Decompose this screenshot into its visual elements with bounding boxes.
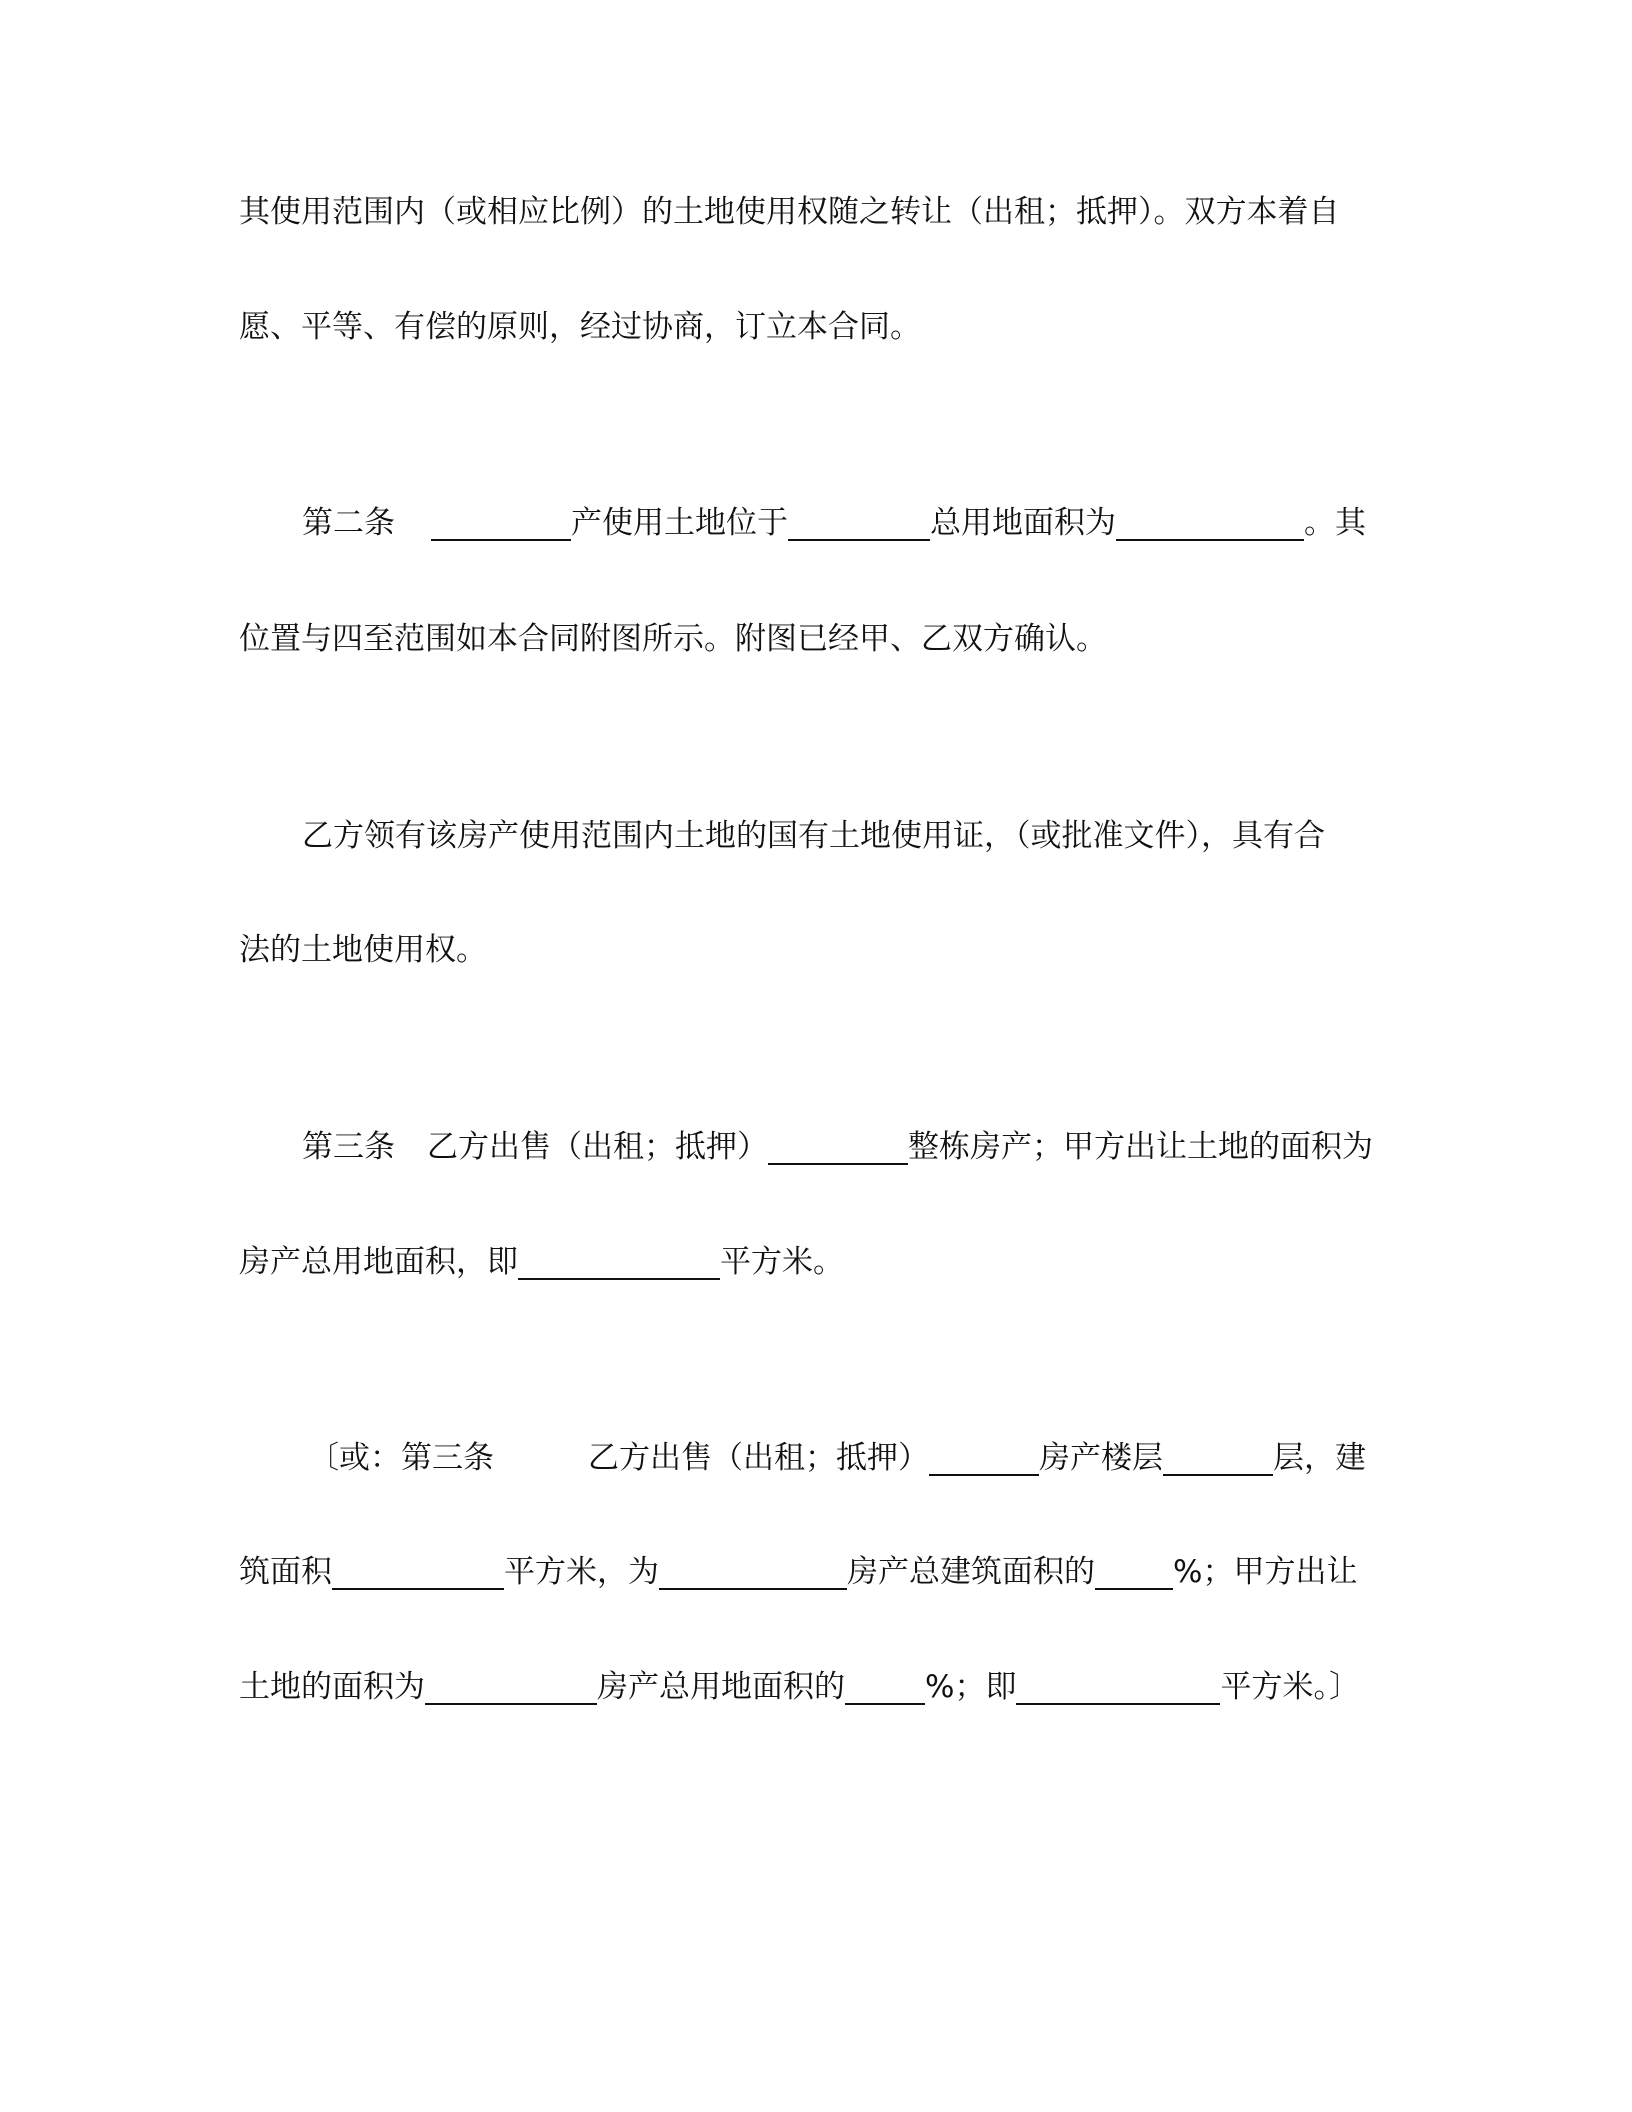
- blank-field[interactable]: [518, 1244, 720, 1280]
- article-2-line-2: [239, 614, 1379, 664]
- blank-field[interactable]: [845, 1669, 925, 1705]
- article-number: 第二条: [302, 505, 395, 541]
- blank-field[interactable]: [1116, 505, 1304, 541]
- alt-article-3-line-2: [239, 1547, 1379, 1597]
- article-number: 第三条: [302, 1129, 395, 1165]
- paragraph-1-line-2: [239, 302, 1379, 352]
- blank-field[interactable]: [1095, 1554, 1173, 1590]
- alt-article-3-line-1: [308, 1433, 1379, 1483]
- text: 愿、平等、有偿的原则，经过协商，订立本合同。: [239, 309, 921, 345]
- paragraph-1-line-1: [239, 187, 1379, 237]
- text: %；甲方出让: [1173, 1554, 1358, 1590]
- article-3-line-1: [302, 1122, 1379, 1172]
- article-2-line-1: [302, 498, 1379, 548]
- text: 层，建: [1273, 1440, 1366, 1476]
- alt-article-3-line-3: [239, 1662, 1379, 1712]
- blank-field[interactable]: [425, 1669, 597, 1705]
- text: 筑面积: [239, 1554, 332, 1590]
- text: 平方米，为: [504, 1554, 659, 1590]
- text: 房产楼层: [1039, 1440, 1163, 1476]
- text: 房产总建筑面积的: [847, 1554, 1095, 1590]
- blank-field[interactable]: [929, 1440, 1039, 1476]
- text: 乙方出售（出租；抵押）: [427, 1129, 768, 1165]
- text: 整栋房产；甲方出让土地的面积为: [908, 1129, 1373, 1165]
- text: 法的土地使用权。: [239, 932, 487, 968]
- text: 产使用土地位于: [571, 505, 788, 541]
- article-3-line-2: [239, 1237, 1379, 1287]
- paragraph-3-line-1: [302, 811, 1379, 861]
- text: 其使用范围内（或相应比例）的土地使用权随之转让（出租；抵押）。双方本着自: [239, 194, 1340, 230]
- text: 房产总用地面积，即: [239, 1244, 518, 1280]
- text: 总用地面积为: [930, 505, 1116, 541]
- blank-field[interactable]: [659, 1554, 847, 1590]
- text: 乙方出售（出租；抵押）: [588, 1440, 929, 1476]
- blank-field[interactable]: [431, 505, 571, 541]
- text: 房产总用地面积的: [597, 1669, 845, 1705]
- text: 平方米。〕: [1220, 1669, 1360, 1705]
- blank-field[interactable]: [1016, 1669, 1220, 1705]
- blank-field[interactable]: [1163, 1440, 1273, 1476]
- text: 土地的面积为: [239, 1669, 425, 1705]
- text: 。其: [1304, 505, 1366, 541]
- text: %；即: [925, 1669, 1017, 1705]
- paragraph-3-line-2: [239, 925, 1379, 975]
- blank-field[interactable]: [788, 505, 930, 541]
- alt-article-number: 〔或：第三条: [308, 1440, 494, 1476]
- blank-field[interactable]: [768, 1129, 908, 1165]
- blank-field[interactable]: [332, 1554, 504, 1590]
- text: 位置与四至范围如本合同附图所示。附图已经甲、乙双方确认。: [239, 621, 1107, 657]
- text: 乙方领有该房产使用范围内土地的国有土地使用证，（或批准文件），具有合: [302, 818, 1325, 854]
- text: 平方米。: [720, 1244, 844, 1280]
